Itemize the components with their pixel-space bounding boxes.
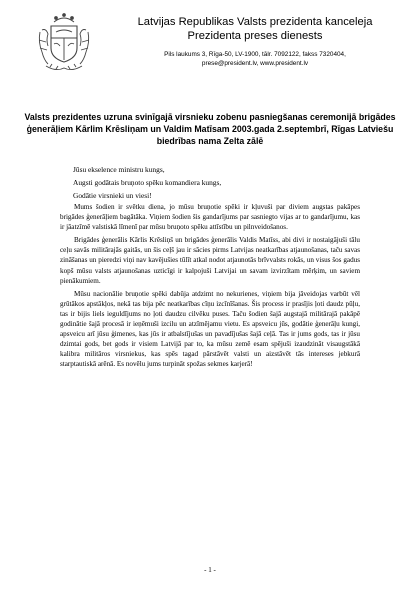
page-number: - 1 - (204, 566, 216, 574)
salutation-line: Augsti godātais bruņoto spēku komandiera kungs, (73, 178, 222, 187)
paragraph: Brigādes ģenerālis Kārlis Krēsliņš un brigādes ģenerālis Valdis Matīss, abi divi ir nostaigājuši tālu ceļu savās militārajās gaitās, un šis ceļš jau ir sācies pirms Latvijas neatkarības atjaunošanas, taču savas zināšanas un pieredzi viņi nav kavējušies tūlīt atkal nodot atjaunotās brīvvalsts rokās, un visus šos gadus kopš mūsu valsts atjaunošanas uzticīgi ir kalpojuši Latvijai un savam izvirzītam mērķim, un saviem pienākumiem. (60, 236, 360, 285)
paragraph: Mūsu nacionālie bruņotie spēki dabūja atdzimt no nekurienes, viņiem bija jāveidojas varbūt vēl grūtākos apstākļos, nekā tas bija pēc neatkarības cīņu izcīnīšanas. Šis process ir prasījis ļoti daudz pūļu, tas ir bijis liels ieguldījums no ļoti daudzu cilvēku puses. Taču šodien šajā augstajā militārajā pakāpē godinātie šajā procesā ir ieņēmuši izcilu un atzīmējamu vietu. Es apsveicu jūs, godātie ģenerāļu kungi, apsveicu arī jūsu ģimenes, kas jūs ir atbalstījušas un pavadījušas šajā ceļā. Tas ir jums gods, tas ir jūsu dzimtai gods, bet gods ir visiem Latvijā par to, ka mūsu zemē esam spējuši izaudzināt visaugstākā kalibra militāros virsniekus, kas spēs tagad pārstāvēt valsti un aizstāvēt tās intereses jebkurā starptautiskā arēnā. Es novēlu jums turpināt spožas sekmes karjerā! (60, 289, 360, 369)
contact-address: Pils laukums 3, Rīga-50, LV-1900, tālr. 7092122, fakss 7320404, (164, 51, 346, 58)
salutation-line: Godātie virsnieki un viesi! (73, 191, 152, 200)
contact-email-web: prese@president.lv, www.president.lv (201, 60, 309, 67)
latvian-coat-of-arms-icon (36, 12, 92, 74)
paragraph: Mums šodien ir svētku diena, jo mūsu bruņotie spēki ir kļuvuši par diviem augstas pakāpes brigādes ģenerāļiem bagātāka. Viņiem šodien šis gandarījums par sasniegto vijas ar to gandarījumu, kas ir jāatzīmē valstiskā līmenī par mūsu bruņoto spēku attīstību un pilnveidošanos. (60, 203, 360, 232)
department-name: Prezidenta preses dienests (187, 30, 323, 42)
organization-name: Latvijas Republikas Valsts prezidenta kanceleja (137, 16, 373, 28)
speech-body (60, 202, 360, 373)
salutation-line: Jūsu ekselence ministru kungs, (73, 165, 165, 174)
document-title: Valsts prezidentes uzruna svinīgajā virsnieku zobenu pasniegšanas ceremonijā brigādes ģenerāļiem Kārlim Krēsliņam un Valdim Matīsam 2003.gada 2.septembrī, Rīgas Latviešu biedrības nama Zelta zālē (24, 112, 396, 146)
